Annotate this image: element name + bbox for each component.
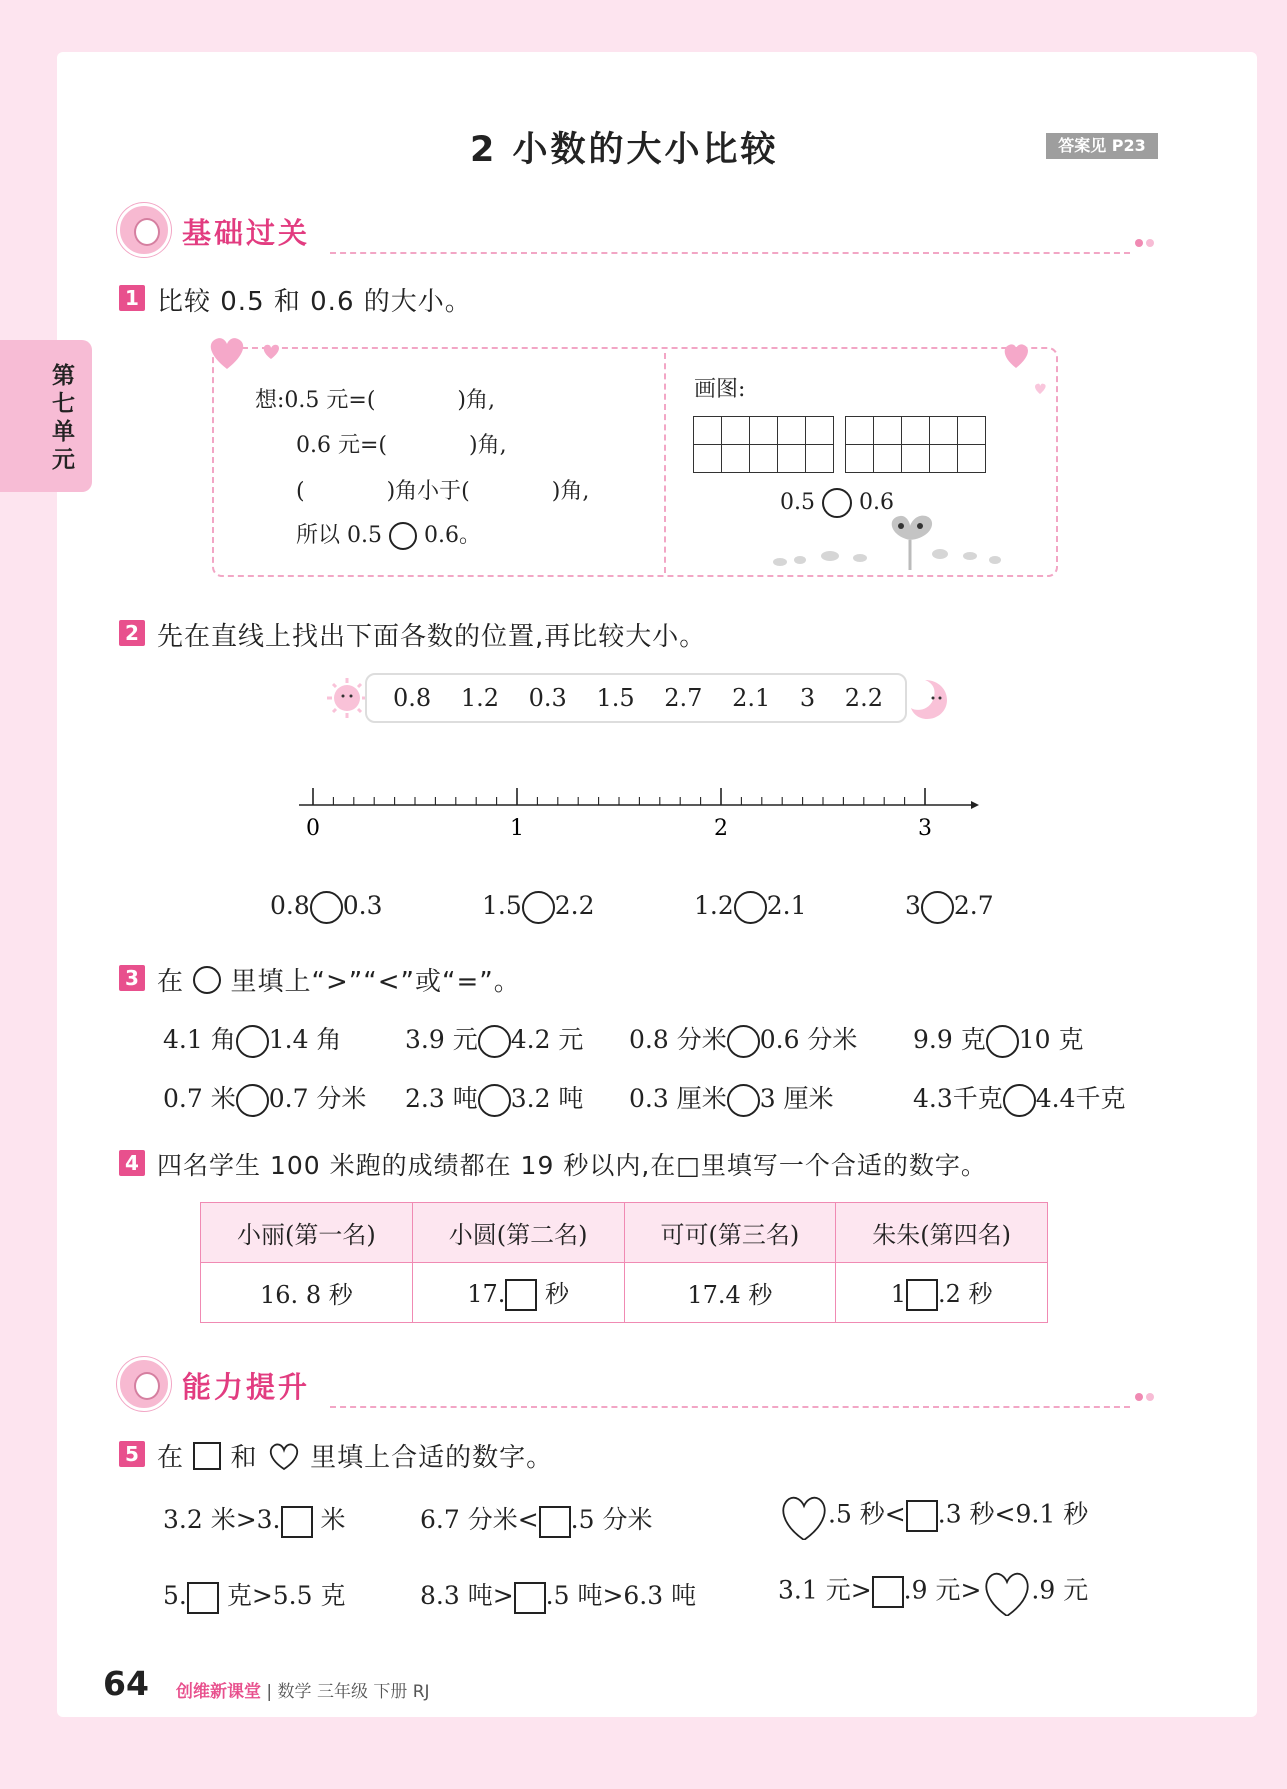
q3-item — [913, 1020, 1083, 1058]
q3-item — [405, 1020, 583, 1058]
q3-item — [913, 1079, 1126, 1117]
think-text: 所以 0.5 — [296, 523, 382, 548]
compare-left: 3.9 元 — [405, 1025, 478, 1054]
think-text: 想:0.5 元=( — [255, 388, 376, 413]
number-item: 1.2 — [460, 684, 499, 712]
compare-right: 2.1 — [766, 891, 807, 920]
answer-box[interactable] — [539, 1506, 571, 1538]
compare-left: 1.5 — [482, 891, 522, 920]
number-item: 2.1 — [732, 684, 771, 712]
axis-label: 3 — [918, 816, 932, 840]
question-text: 先在直线上找出下面各数的位置,再比较大小。 — [157, 622, 707, 652]
draw-label: 画图: — [694, 377, 746, 402]
axis-label: 2 — [714, 816, 728, 840]
cell-text: .2 秒 — [938, 1279, 993, 1308]
expr-text: .5 吨>6.3 吨 — [545, 1581, 697, 1610]
think-line-1 — [255, 383, 495, 414]
q3-item — [629, 1079, 834, 1117]
question-text-part: 里填上“>”“<”或“=”。 — [230, 967, 521, 997]
compare-left: 0.5 — [780, 490, 815, 515]
think-line-4 — [296, 518, 481, 550]
unit-side-tab-label: 第七单元 — [52, 363, 75, 473]
cell-text: 秒 — [545, 1279, 570, 1308]
expr-text: .9 元> — [903, 1575, 982, 1605]
expr-text: 6.7 分米< — [420, 1505, 539, 1534]
q3-item — [163, 1079, 366, 1117]
compare-right: 2.7 — [953, 891, 994, 920]
section-mascot-icon — [117, 1357, 171, 1411]
q3-item — [163, 1020, 341, 1058]
compare-left: 1.2 — [694, 891, 734, 920]
think-text: 0.6。 — [423, 523, 481, 548]
cell-text: 17. — [467, 1279, 506, 1308]
section-mascot-icon — [117, 203, 171, 257]
plants-decoration-icon — [760, 510, 1020, 578]
compare-circle[interactable] — [236, 1084, 269, 1117]
panel-divider — [664, 353, 666, 573]
compare-right: 0.6 — [859, 490, 894, 515]
expr-text: 8.3 吨> — [420, 1581, 514, 1610]
question-text — [157, 961, 521, 998]
compare-circle[interactable] — [389, 522, 417, 550]
q5-item — [163, 1576, 345, 1614]
think-line-3 — [296, 474, 589, 505]
compare-left: 4.3千克 — [913, 1084, 1003, 1113]
compare-right: 0.6 分米 — [759, 1025, 858, 1054]
heart-symbol-icon — [267, 1441, 301, 1471]
q5-item — [778, 1492, 1088, 1540]
table-header-cell: 小丽(第一名) — [201, 1203, 413, 1263]
number-item: 1.5 — [596, 684, 635, 712]
compare-circle[interactable] — [236, 1025, 269, 1058]
compare-circle[interactable] — [1003, 1084, 1036, 1117]
number-item: 2.7 — [664, 684, 703, 712]
cell-text: 1 — [890, 1279, 906, 1308]
expr-text: 米 — [320, 1505, 346, 1534]
number-line[interactable] — [295, 780, 985, 840]
question-text-part: 里填上合适的数字。 — [310, 1443, 554, 1473]
section-title-basic: 基础过关 — [182, 216, 311, 250]
question-text-part: 和 — [230, 1443, 258, 1473]
compare-right: 2.2 — [554, 891, 595, 920]
compare-circle[interactable] — [986, 1025, 1019, 1058]
compare-right: 3 厘米 — [759, 1084, 834, 1113]
answer-box[interactable] — [872, 1576, 904, 1608]
answer-box[interactable] — [514, 1582, 546, 1614]
table-header-row — [201, 1203, 1048, 1263]
q5-item — [163, 1500, 345, 1538]
moon-decoration-icon — [905, 676, 951, 722]
compare-left: 0.7 米 — [163, 1084, 236, 1113]
compare-left: 4.1 角 — [163, 1025, 236, 1054]
compare-right: 0.3 — [342, 891, 383, 920]
number-item: 0.3 — [528, 684, 567, 712]
expr-text: 3.1 元> — [778, 1575, 872, 1605]
q2-compare-4 — [905, 891, 994, 924]
question-text — [157, 1437, 553, 1474]
compare-right: 0.7 分米 — [268, 1084, 367, 1113]
heart-decoration-icon — [1000, 336, 1060, 396]
dots-decoration-icon — [1135, 237, 1157, 249]
q3-item — [405, 1079, 583, 1117]
question-text-part: 在 — [157, 967, 185, 997]
q5-item — [778, 1568, 1088, 1616]
q2-compare-3 — [694, 891, 807, 924]
section-divider — [330, 252, 1130, 254]
answer-reference-badge: 答案见 P23 — [1046, 133, 1158, 159]
question-number: 4 — [119, 1150, 145, 1176]
compare-right: 1.4 角 — [268, 1025, 342, 1054]
question-number: 2 — [119, 620, 145, 646]
compare-left: 0.3 厘米 — [629, 1084, 727, 1113]
expr-text: 3.2 米>3. — [163, 1505, 281, 1534]
expr-text: .3 秒<9.1 秒 — [937, 1499, 1089, 1529]
compare-circle[interactable] — [921, 891, 954, 924]
draw-grid-left[interactable] — [693, 416, 834, 473]
expr-text: .5 分米 — [570, 1505, 653, 1534]
heart-decoration-icon — [205, 333, 285, 375]
table-cell — [412, 1263, 624, 1323]
compare-left: 0.8 分米 — [629, 1025, 727, 1054]
axis-label: 1 — [510, 816, 524, 840]
table-cell — [836, 1263, 1048, 1323]
footer-text — [176, 1677, 430, 1702]
compare-circle[interactable] — [478, 1084, 511, 1117]
footer-info: | 数学 三年级 下册 RJ — [266, 1682, 430, 1702]
heart-answer-icon[interactable] — [981, 1568, 1031, 1616]
think-text: )角, — [551, 479, 590, 504]
footer-brand: 创维新课堂 — [176, 1682, 261, 1702]
compare-circle[interactable] — [727, 1025, 760, 1058]
compare-left: 3 — [905, 891, 921, 920]
compare-right: 3.2 吨 — [510, 1084, 584, 1113]
question-number: 5 — [119, 1441, 145, 1467]
number-item: 2.2 — [844, 684, 883, 712]
expr-text: 5. — [163, 1581, 187, 1610]
question-number: 1 — [119, 285, 145, 311]
think-text: 0.6 元=( — [296, 433, 387, 458]
table-header-cell: 朱朱(第四名) — [836, 1203, 1048, 1263]
answer-box[interactable] — [906, 1279, 938, 1311]
compare-circle[interactable] — [478, 1025, 511, 1058]
heart-answer-icon[interactable] — [778, 1492, 828, 1540]
table-cell: 16. 8 秒 — [201, 1263, 413, 1323]
q3-item — [629, 1020, 857, 1058]
compare-left: 9.9 克 — [913, 1025, 986, 1054]
think-text: )角, — [457, 388, 495, 413]
think-text: )角, — [469, 433, 507, 458]
answer-box[interactable] — [906, 1500, 938, 1532]
table-header-cell: 小圆(第二名) — [412, 1203, 624, 1263]
axis-label: 0 — [306, 816, 320, 840]
question-text-part: 在 — [157, 1443, 185, 1473]
answer-box[interactable] — [505, 1279, 537, 1311]
unit-side-tab — [0, 340, 92, 492]
answer-box[interactable] — [187, 1582, 219, 1614]
race-results-table — [200, 1202, 1048, 1323]
page-title: 2 小数的大小比较 — [470, 130, 779, 170]
compare-circle[interactable] — [310, 891, 343, 924]
square-symbol-icon — [193, 1442, 221, 1470]
question-text: 比较 0.5 和 0.6 的大小。 — [157, 287, 472, 317]
compare-circle[interactable] — [734, 891, 767, 924]
think-line-2 — [296, 428, 507, 459]
q2-compare-2 — [482, 891, 595, 924]
draw-grid-right[interactable] — [845, 416, 986, 473]
question-text: 四名学生 100 米跑的成绩都在 19 秒以内,在□里填写一个合适的数字。 — [157, 1151, 987, 1180]
think-text: ( — [296, 479, 305, 504]
section-title-advanced: 能力提升 — [182, 1370, 311, 1404]
number-item: 0.8 — [393, 684, 432, 712]
compare-left: 0.8 — [270, 891, 310, 920]
compare-right: 4.2 元 — [510, 1025, 584, 1054]
table-header-cell: 可可(第三名) — [624, 1203, 836, 1263]
q5-item — [420, 1500, 652, 1538]
page-number: 64 — [103, 1664, 149, 1703]
compare-left: 2.3 吨 — [405, 1084, 478, 1113]
expr-text: .5 秒< — [828, 1499, 906, 1529]
compare-right: 10 克 — [1018, 1025, 1084, 1054]
section-divider — [330, 1406, 1130, 1408]
table-row — [201, 1263, 1048, 1323]
compare-circle[interactable] — [522, 891, 555, 924]
table-cell: 17.4 秒 — [624, 1263, 836, 1323]
question-number: 3 — [119, 965, 145, 991]
dots-decoration-icon — [1135, 1391, 1157, 1403]
compare-circle[interactable] — [727, 1084, 760, 1117]
number-item: 3 — [799, 684, 816, 712]
numbers-bar — [365, 673, 907, 723]
sun-decoration-icon — [325, 676, 369, 720]
circle-symbol-icon — [193, 966, 221, 994]
compare-right: 4.4千克 — [1035, 1084, 1126, 1113]
q5-item — [420, 1576, 696, 1614]
expr-text: 克>5.5 克 — [226, 1581, 346, 1610]
expr-text: .9 元 — [1031, 1575, 1089, 1605]
q2-compare-1 — [270, 891, 383, 924]
answer-box[interactable] — [281, 1506, 313, 1538]
think-text: )角小于( — [386, 479, 470, 504]
